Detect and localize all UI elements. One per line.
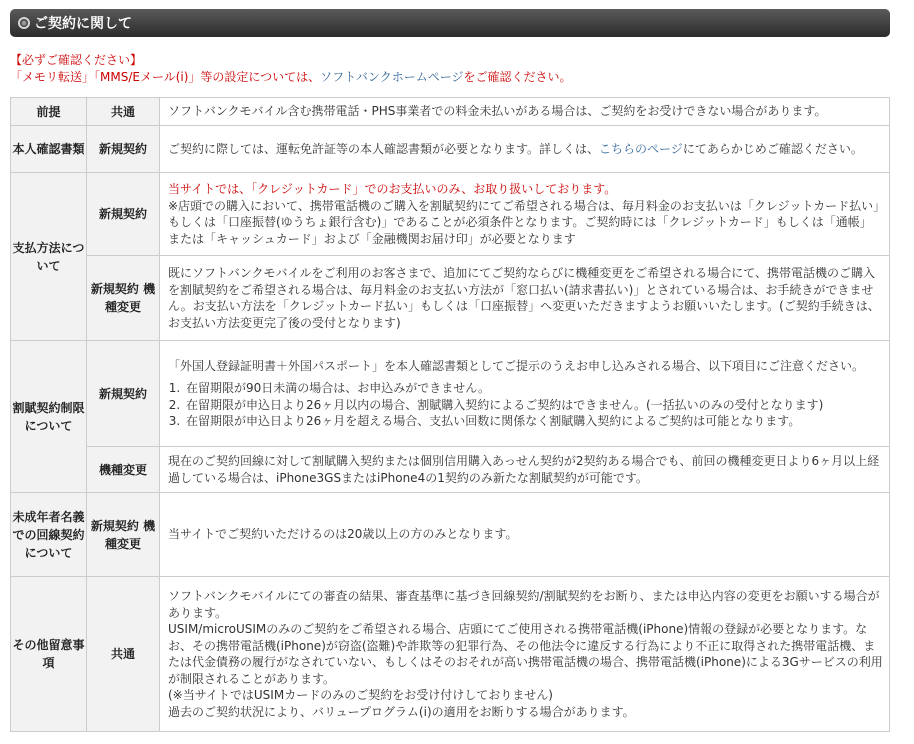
softbank-homepage-link[interactable]: ソフトバンクホームページ <box>320 70 464 84</box>
id-docs-page-link[interactable]: こちらのページ <box>599 141 683 156</box>
row-label: 前提 <box>11 98 87 126</box>
cell-text: ソフトバンクモバイルにての審査の結果、審査基準に基づき回線契約/割賦契約をお断り、または申込内容の変更をお願いする場合があります。 USIM/microUSIMのみのご契約をご希望される場合、店頭にてご使用される携帯電話機(iPhone)情報の登録が必要となります。なお、その携帯電話機(iPhone)が窃盗(盗難)や詐欺等の犯罪行為、その他法令に違反する行為により不正に取得された携帯電話機、または代金債務の履行がなされていない、もしくはそのおそれが高い携帯電話機の場合、携帯電話機(iPhone)による3Gサービスの利用が制限されることがあります。 (※当サイトではUSIMカードのみのご契約をお受け付けしておりません) 過去のご契約状況により、バリュープログラム(i)の適用をお断りする場合があります。 <box>160 577 890 732</box>
contract-type: 新規契約 <box>87 173 160 256</box>
cell-text: 「外国人登録証明書＋外国パスポート」を本人確認書類としてご提示のうえお申し込みされる場合、以下項目にご注意ください。 1. 在留期限が90日未満の場合は、お申込みができません。 2. 在留期限が申込日より26ヶ月以内の場合、割賦購入契約によるご契約はできません。(一括払いのみの受付となります) 3. 在留期限が申込日より26ヶ月を超える場合、支払い回数に関係なく割賦購入契約によるご契約は可能となります。 <box>160 341 890 447</box>
table-row <box>11 493 890 577</box>
row-label: 割賦契約制限について <box>11 341 87 493</box>
section-header <box>10 9 890 37</box>
row-label: 未成年者名義での回線契約について <box>11 493 87 577</box>
contract-type: 機種変更 <box>87 447 160 493</box>
section-title: ご契約に関して <box>34 16 132 32</box>
contract-type: 共通 <box>87 577 160 732</box>
table-row <box>11 341 890 447</box>
caution-list <box>168 380 883 430</box>
bullet-circle-icon <box>18 17 30 29</box>
notice-heading: 【必ずご確認ください】 <box>10 53 143 67</box>
row-label: その他留意事項 <box>11 577 87 732</box>
row-label: 支払方法について <box>11 173 87 341</box>
notice <box>10 52 890 86</box>
cell-text: ご契約に際しては、運転免許証等の本人確認書類が必要となります。詳しくは、こちらのページにてあらかじめご確認ください。 <box>160 126 890 173</box>
table-row <box>11 447 890 493</box>
contract-info-table <box>10 97 890 732</box>
contract-type: 新規契約 機種変更 <box>87 256 160 341</box>
contract-type: 新規契約 <box>87 126 160 173</box>
list-item: 1. 在留期限が90日未満の場合は、お申込みができません。 <box>184 380 883 397</box>
contract-type: 新規契約 機種変更 <box>87 493 160 577</box>
cell-text: 当サイトでご契約いただけるのは20歳以上の方のみとなります。 <box>160 493 890 577</box>
cell-text: ソフトバンクモバイル含む携帯電話・PHS事業者での料金未払いがある場合は、ご契約をお受けできない場合があります。 <box>160 98 890 126</box>
row-label: 本人確認書類 <box>11 126 87 173</box>
contract-type: 新規契約 <box>87 341 160 447</box>
cell-text: 既にソフトバンクモバイルをご利用のお客さまで、追加にてご契約ならびに機種変更をご希望される場合にて、携帯電話機のご購入を割賦契約をご希望される場合は、毎月料金のお支払い方法が「窓口払い(請求書払い)」とされている場合は、お手続きができません。お支払い方法を「クレジットカード払い」もしくは「口座振替」へ変更いただきますようお願いいたします。(ご契約手続きは、お支払い方法変更完了後の受付となります) <box>160 256 890 341</box>
table-row <box>11 256 890 341</box>
table-row <box>11 577 890 732</box>
cell-text: 当サイトでは、「クレジットカード」でのお支払いのみ、お取り扱いしております。 ※店頭での購入において、携帯電話機のご購入を割賦契約にてご希望される場合は、毎月料金のお支払いは「クレジットカード払い」もしくは「口座振替(ゆうちょ銀行含む)」であることが必須条件となります。ご契約時には「クレジットカード」もしくは「通帳」または「キャッシュカード」および「金融機関お届け印」が必要となります <box>160 173 890 256</box>
cell-text: 現在のご契約回線に対して割賦購入契約または個別信用購入あっせん契約が2契約ある場合でも、前回の機種変更日より6ヶ月以上経過している場合は、iPhone3GSまたはiPhone4の1契約のみ新たな割賦契約が可能です。 <box>160 447 890 493</box>
list-item: 2. 在留期限が申込日より26ヶ月以内の場合、割賦購入契約によるご契約はできません。(一括払いのみの受付となります) <box>184 397 883 414</box>
contract-type: 共通 <box>87 98 160 126</box>
table-row <box>11 98 890 126</box>
table-row <box>11 126 890 173</box>
list-item: 3. 在留期限が申込日より26ヶ月を超える場合、支払い回数に関係なく割賦購入契約によるご契約は可能となります。 <box>184 413 883 430</box>
table-row <box>11 173 890 256</box>
notice-text: 「メモリ転送」「MMS/Eメール(i)」等の設定については、ソフトバンクホームページをご確認ください。 <box>10 70 572 84</box>
